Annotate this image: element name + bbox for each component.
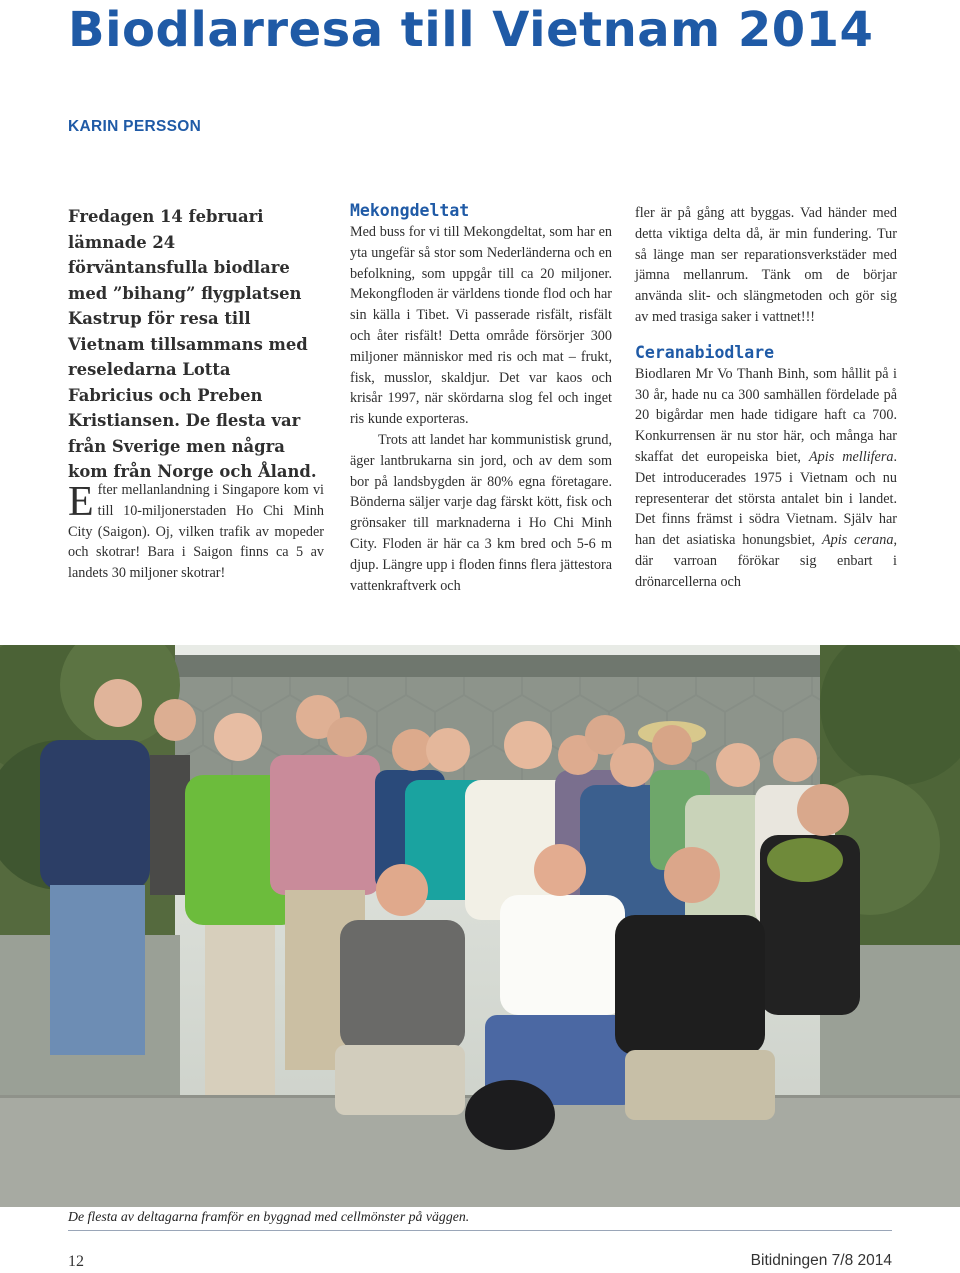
- article-title: Biodlarresa till Vietnam 2014: [68, 2, 874, 58]
- drop-cap: E: [68, 479, 94, 525]
- page-number: 12: [68, 1253, 84, 1270]
- cerana-text-3: , där varroan förökar sig enbart i drönarcellerna och: [635, 532, 898, 590]
- species-apis-cerana: Apis cerana: [821, 532, 894, 549]
- intro-paragraph: [68, 480, 324, 584]
- column-3: [635, 203, 897, 593]
- column-1: [68, 480, 324, 584]
- magazine-issue: Bitidningen 7/8 2014: [750, 1252, 892, 1269]
- column-2: [350, 200, 612, 596]
- mekong-paragraph-2: Trots att landet har kommunistisk grund, äger lantbrukarna sin jord, och av dem som bor på landsbygden är 80% egna företagare. Bönderna säljer varje dag färskt kött, fisk och grönsaker till marknaderna i Ho Chi Minh City. Floden är här ca 3 km bred och 5-6 m djup. Längre upp i floden finns flera jättestora vattenkraftverk och: [350, 431, 612, 594]
- intro-text: fter mellanlandning i Singapore kom vi till 10-miljonerstaden Ho Chi Minh City (Saigon). Oj, vilken trafik av mopeder och skotrar! Bara i Saigon finns ca 5 av landets 30 miljoner skotrar!: [68, 482, 324, 582]
- photo-caption: De flesta av deltagarna framför en byggnad med cellmönster på väggen.: [68, 1209, 470, 1224]
- article-lead: Fredagen 14 februari lämnade 24 förväntansfulla biodlare med ”bihang” flygplatsen Kastrup för resa till Vietnam tillsammans med reseledarna Lotta Fabricius och Preben Kristiansen. De flesta var från Sverige men några kom från Norge och Åland.: [68, 207, 317, 481]
- section-heading-mekongdeltat: Mekongdeltat: [350, 201, 470, 220]
- cerana-text-1: Biodlaren Mr Vo Thanh Binh, som hållit på i 30 år, hade nu ca 300 samhällen fördelade på 20 bigårdar men hade tidigare haft ca 700. Konkurrensen är nu stor här, och många har skaffat det europeiska biet,: [635, 365, 897, 465]
- article-author: KARIN PERSSON: [68, 118, 202, 135]
- mekong-paragraph-1: Med buss for vi till Mekongdeltat, som har en yta ungefär så stor som Nederländerna och en befolkning, som uppgår till ca 20 miljoner. Mekongfloden är världens tionde flod och har sin källa i Tibet. Vi passerade risfält, risfält och åter risfält! Detta område försörjer 300 miljoner människor med ris och mat – frukt, fisk, musslor, skaldjur. Det var kaos och krisår 1997, när skördarna slog fel och inget ris kunde exporteras.: [350, 224, 612, 428]
- cerana-text-2: . Det introducerades 1975 i Vietnam och nu representerar det största antalet bin i landet. Det finns främst i södra Vietnam. Själv har han det asiatiska honungsbiet,: [635, 448, 898, 549]
- mekong-paragraph-3: fler är på gång att byggas. Vad händer med detta viktiga delta då, är min fundering. Tur så länge man ser reparationsverkstäder med jämna mellanrum. Tänk om de börjar använda slit- och slängmetoden och gör sig av med trasiga saker i vattnet!!!: [635, 205, 897, 325]
- section-heading-ceranabiodlare: Ceranabiodlare: [635, 342, 775, 362]
- group-photo: [0, 645, 960, 1207]
- footer-divider: [68, 1230, 892, 1231]
- species-apis-mellifera: Apis mellifera: [809, 448, 894, 465]
- cerana-paragraph: [635, 364, 897, 593]
